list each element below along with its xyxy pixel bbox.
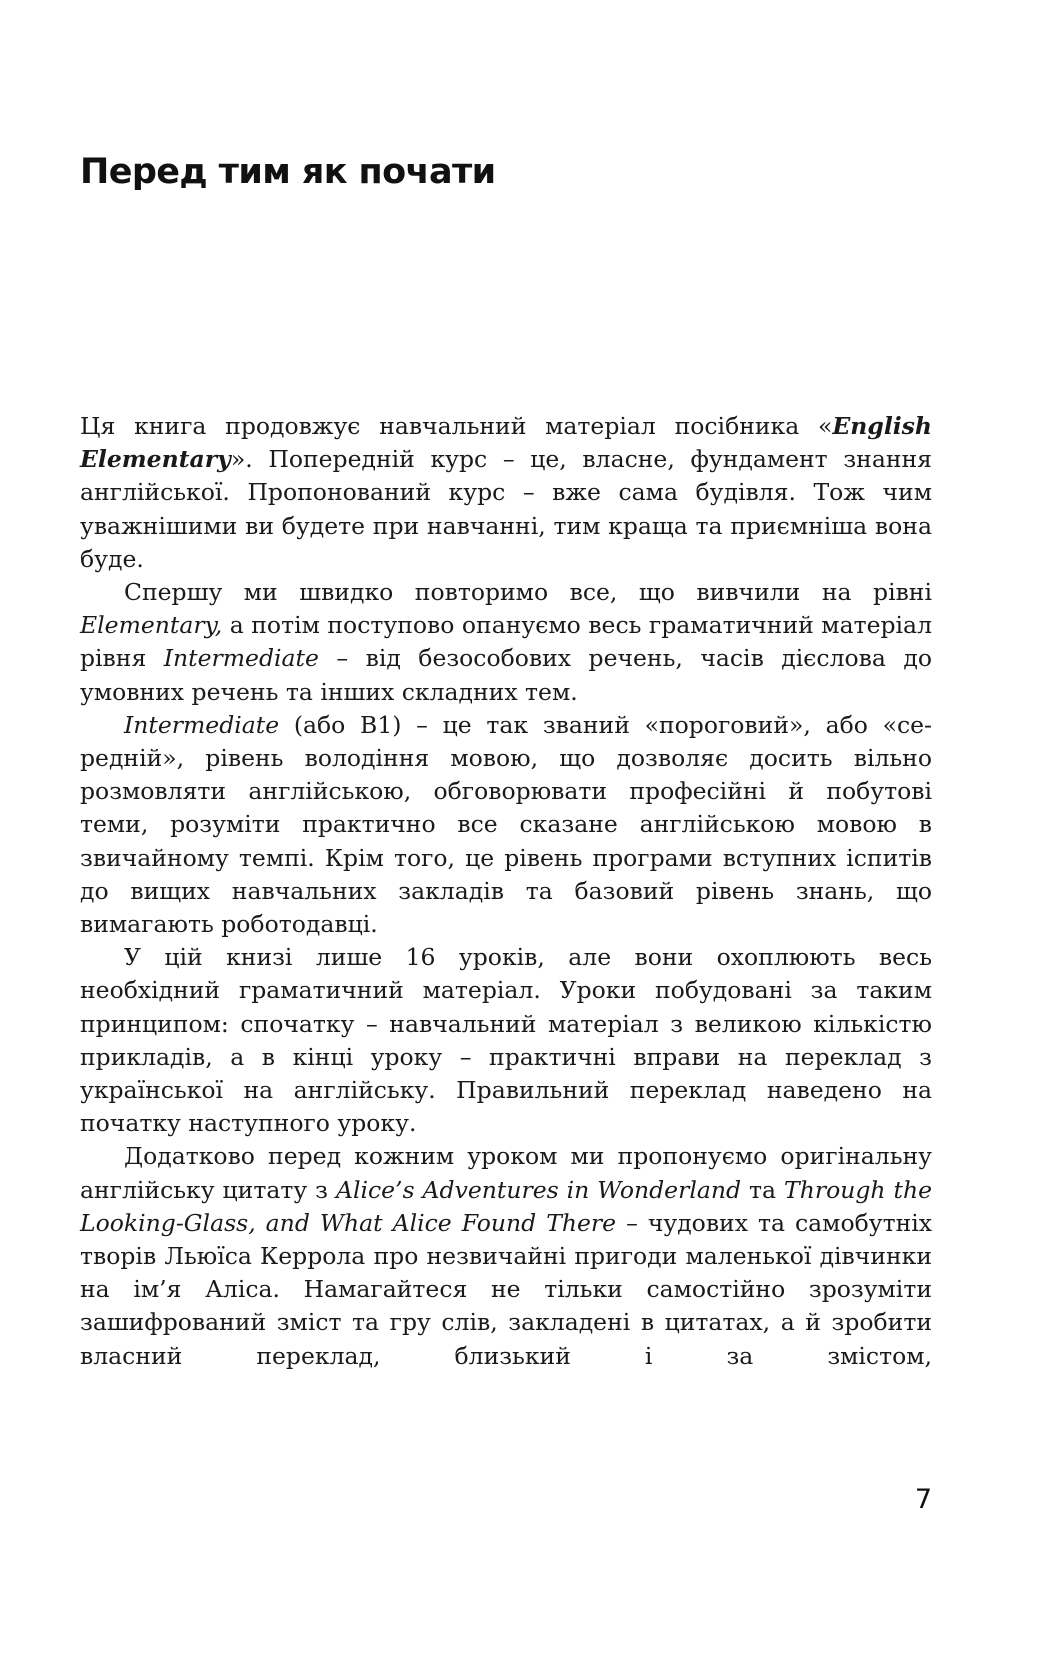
book-title-english-elementary: English Elementary xyxy=(80,412,932,474)
paragraph-5-text-a: Додатково перед кожним уроком ми пропонуємо оригінальну англійську цитату з xyxy=(80,1142,932,1204)
paragraph-2-text-e: – від безособових речень, часів дієслова до умовних речень та інших складних тем. xyxy=(80,644,932,706)
page-number: 7 xyxy=(914,1484,932,1515)
paragraph-1 xyxy=(80,410,932,576)
paragraph-5 xyxy=(80,1140,932,1372)
paragraph-2-text-a: Спершу ми швидко повторимо все, що вивчили на рівні xyxy=(124,578,932,607)
paragraph-1-text-a: Ця книга продовжує навчальний матеріал посібника « xyxy=(80,412,833,440)
paragraph-5-text-c: та xyxy=(741,1175,785,1204)
book-title-alices-adventures: Alice’s Adventures in Wonderland xyxy=(335,1175,742,1204)
body-text xyxy=(80,410,932,1373)
term-elementary: Elementary, xyxy=(80,611,223,640)
paragraph-4-text-a: У цій книзі лише 16 уроків, але вони охоплюють весь необхідний граматичний матеріал. Уроки побудовані за таким принципом: спочатку – навчальний матеріал з великою кількістю прикладів, а в кінці уроку – практичні вправи на переклад з української на англійську. Правильний переклад наведено на початку наступного уроку. xyxy=(80,943,932,1138)
paragraph-5-text-e: – чудових та самобутніх творів Льюїса Керрола про незвичайні пригоди маленької дівчинки на ім’я Аліса. Намагайтеся не тільки самостійно зрозуміти зашифрований зміст та гру слів, закладені в цитатах, а й зробити власний переклад, близький і за змістом, xyxy=(80,1208,932,1370)
page-title: Перед тим як почати xyxy=(80,152,496,192)
paragraph-1-text-c: ». Попередній курс – це, власне, фундамент знання англійської. Пропонований курс – вже сама будівля. Тож чим уважнішими ви будете при навчанні, тим краща та приємніша вона буде. xyxy=(80,445,932,573)
term-intermediate-b1: Intermediate xyxy=(124,710,280,739)
paragraph-2-text-c: а потім поступово опануємо весь граматичний матеріал рівня xyxy=(80,611,932,673)
term-intermediate: Intermediate xyxy=(163,644,319,673)
paragraph-3 xyxy=(80,709,932,941)
paragraph-3-text-b: (або B1) – це так званий «пороговий», або «середній», рівень володіння мовою, що дозволяє досить вільно розмовляти англійською, обговорювати професійні й побутові теми, розуміти практично все сказане англійською мовою в звичайному темпі. Крім того, це рівень програми вступних іспитів до вищих навчальних закладів та базовий рівень знань, що вимагають роботодавці. xyxy=(80,710,932,939)
paragraph-2 xyxy=(80,576,932,709)
paragraph-4 xyxy=(80,941,932,1140)
book-title-through-the-looking-glass: Through the Looking-Glass, and What Alice Found There xyxy=(80,1175,933,1237)
